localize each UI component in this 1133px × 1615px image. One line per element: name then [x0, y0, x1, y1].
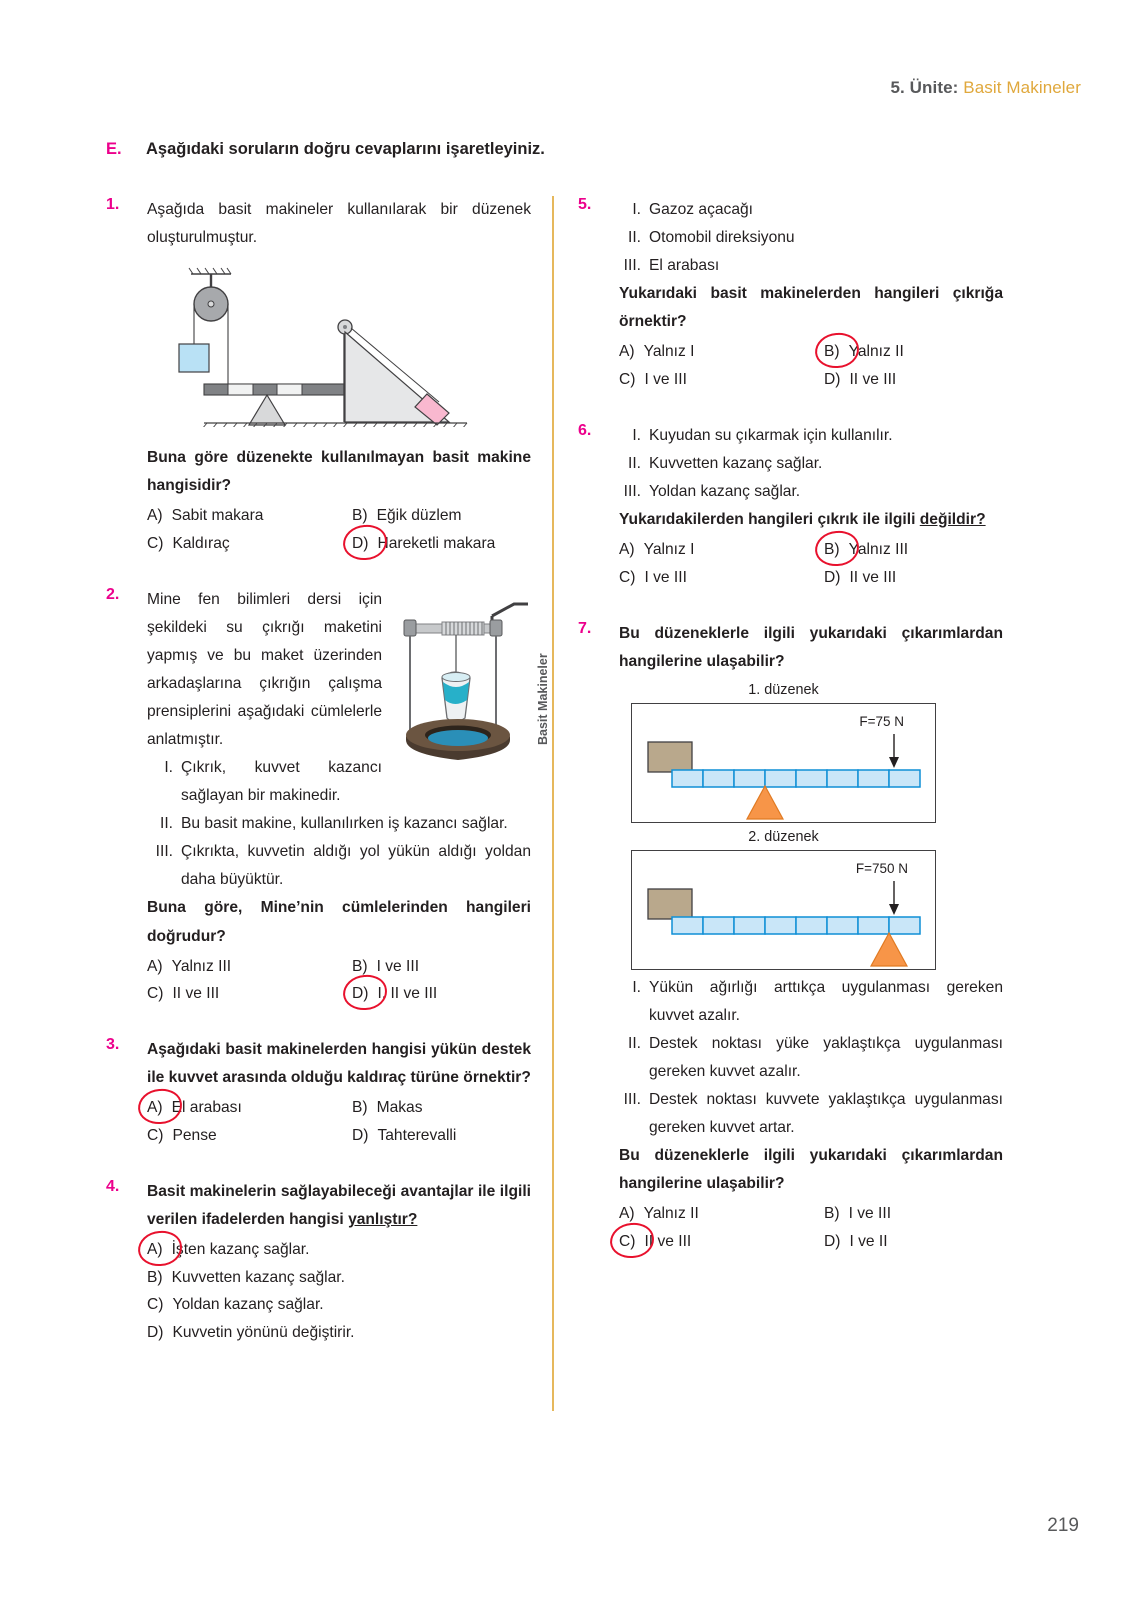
- option-d[interactable]: [352, 530, 531, 558]
- option-text: Kuvvetten kazanç sağlar.: [171, 1268, 345, 1286]
- option-b[interactable]: [352, 502, 531, 530]
- roman-text: Yükün ağırlığı arttıkça uygulanması gereken kuvvet azalır.: [649, 978, 1003, 1024]
- force-label: F=750 N: [855, 860, 908, 876]
- setup-caption: 2. düzenek: [748, 828, 819, 845]
- roman-number: II.: [628, 454, 641, 472]
- option-text: Yalnız I: [643, 541, 695, 559]
- option-d[interactable]: [824, 366, 1003, 394]
- option-text: Yalnız III: [171, 957, 232, 975]
- option-label: C): [619, 371, 636, 389]
- roman-number: III.: [623, 1090, 641, 1108]
- question-bold-stem: [619, 506, 1003, 534]
- roman-list: [619, 422, 1003, 506]
- stem-text: Yukarıdakilerden hangileri çıkrık ile ilgili: [619, 511, 920, 528]
- option-c[interactable]: [147, 530, 352, 558]
- options: [619, 1200, 1003, 1256]
- option-text: Yalnız II: [643, 1205, 699, 1223]
- lever-diagram-1: [632, 704, 935, 822]
- question-bold-stem: Aşağıdaki basit makinelerden hangisi yükün destek ile kuvvet arasında olduğu kaldıraç türüne örnektir?: [147, 1041, 531, 1087]
- option-d[interactable]: [824, 1228, 1003, 1256]
- option-c[interactable]: [619, 564, 824, 592]
- option-text: Yalnız I: [643, 343, 695, 361]
- windlass-illustration: [396, 588, 531, 773]
- setup-2: [631, 829, 1003, 970]
- roman-text: Çıkrık, kuvvet kazancı sağlayan bir makinedir.: [181, 759, 382, 805]
- option-text: Yoldan kazanç sağlar.: [172, 1296, 324, 1314]
- question-3: [106, 1036, 531, 1150]
- options: [619, 338, 1003, 394]
- option-d[interactable]: [824, 564, 1003, 592]
- setup-box: [631, 703, 936, 823]
- option-text: Sabit makara: [171, 507, 264, 525]
- option-text: I ve III: [644, 568, 687, 586]
- option-label: B): [352, 507, 368, 525]
- setup-1: [631, 682, 1003, 823]
- option-label: A): [147, 1094, 172, 1122]
- lever-diagram-2: [632, 851, 935, 969]
- question-bold-stem: Buna göre düzenekte kullanılmayan basit makine hangisidir?: [147, 449, 531, 495]
- roman-list: [147, 754, 531, 894]
- list-item: [147, 754, 382, 810]
- question-number: 2.: [106, 585, 120, 603]
- question-6: [578, 422, 1003, 592]
- option-label: C): [147, 535, 164, 552]
- option-label: A): [619, 343, 635, 361]
- question-bold-stem: [147, 1178, 531, 1234]
- windlass-svg: [396, 588, 531, 773]
- option-label: B): [824, 536, 849, 564]
- question-bold-stem: Bu düzeneklerle ilgili yukarıdaki çıkarımlardan hangilerine ulaşabilir?: [619, 624, 1003, 670]
- option-text: II ve III: [849, 568, 897, 586]
- option-text: Eğik düzlem: [376, 507, 462, 525]
- option-label: A): [147, 957, 163, 975]
- option-text: II ve III: [849, 371, 897, 389]
- force-label: F=75 N: [859, 713, 904, 729]
- list-item: [147, 838, 531, 894]
- unit-name: Basit Makineler: [963, 78, 1081, 97]
- option-c[interactable]: [147, 1291, 324, 1319]
- question-5: [578, 196, 1003, 394]
- option-b[interactable]: [147, 1264, 345, 1292]
- roman-number: II.: [628, 1034, 641, 1052]
- left-column: [106, 196, 531, 1367]
- option-a[interactable]: [147, 1094, 352, 1122]
- roman-text: Bu basit makine, kullanılırken iş kazancı sağlar.: [181, 815, 508, 833]
- option-c[interactable]: [147, 980, 352, 1008]
- roman-text: El arabası: [649, 257, 720, 275]
- question-bold-stem: Buna göre, Mine’nin cümlelerinden hangileri doğrudur?: [147, 899, 531, 945]
- list-item: [619, 478, 1003, 506]
- roman-number: III.: [623, 482, 641, 500]
- question-bold-stem: Yukarıdaki basit makinelerden hangileri çıkrığa örnektir?: [619, 285, 1003, 331]
- option-a[interactable]: [147, 953, 352, 981]
- section-letter: E.: [106, 140, 122, 158]
- option-text: Hareketli makara: [377, 535, 496, 552]
- list-item: [619, 1030, 1003, 1086]
- option-label: D): [352, 530, 377, 558]
- option-label: A): [619, 541, 635, 559]
- option-c[interactable]: [619, 1228, 824, 1256]
- roman-number: III.: [155, 843, 173, 861]
- option-b[interactable]: [352, 1094, 531, 1122]
- option-label: D): [352, 980, 377, 1008]
- option-a[interactable]: [619, 536, 824, 564]
- setup-box: [631, 850, 936, 970]
- option-b[interactable]: [824, 1200, 1003, 1228]
- question-number: 7.: [578, 619, 592, 637]
- option-c[interactable]: [619, 366, 824, 394]
- options: [147, 1236, 531, 1347]
- list-item: [619, 422, 1003, 450]
- roman-text: Çıkrıkta, kuvvetin aldığı yol yükün aldığı yoldan daha büyüktür.: [181, 843, 531, 889]
- option-label: C): [619, 1228, 644, 1256]
- option-label: C): [619, 568, 636, 586]
- question-1: [106, 196, 531, 558]
- option-text: Yalnız III: [848, 541, 909, 559]
- page-number: 219: [1047, 1515, 1079, 1536]
- question-number: 1.: [106, 196, 120, 213]
- option-text: I ve III: [848, 1205, 892, 1223]
- option-text: I ve II: [849, 1232, 888, 1250]
- option-text: Makas: [376, 1099, 423, 1117]
- roman-number: I.: [632, 201, 641, 218]
- page-header: [890, 78, 1081, 98]
- option-text: I, II ve III: [377, 985, 438, 1003]
- roman-text: Destek noktası yüke yaklaştıkça uygulanması gereken kuvvet azalır.: [649, 1034, 1003, 1080]
- option-text: El arabası: [171, 1099, 242, 1117]
- option-label: A): [147, 1236, 172, 1264]
- list-item: [619, 196, 1003, 224]
- option-label: B): [824, 338, 849, 366]
- section-title: Aşağıdaki soruların doğru cevaplarını işaretleyiniz.: [146, 140, 545, 158]
- option-label: B): [352, 1099, 368, 1117]
- options: [147, 953, 531, 1009]
- unit-label: 5. Ünite:: [890, 78, 959, 97]
- option-b[interactable]: [824, 536, 1003, 564]
- option-label: B): [147, 1268, 163, 1286]
- roman-text: Destek noktası kuvvete yaklaştıkça uygulanması gereken kuvvet artar.: [649, 1090, 1003, 1136]
- option-label: B): [352, 957, 368, 975]
- option-text: Kuvvetin yönünü değiştirir.: [172, 1324, 355, 1342]
- question-2: [106, 586, 531, 1008]
- option-text: İşten kazanç sağlar.: [171, 1240, 310, 1258]
- option-d[interactable]: [352, 1122, 531, 1150]
- option-text: I ve III: [644, 371, 687, 389]
- roman-text: Otomobil direksiyonu: [649, 229, 795, 247]
- question-number: 6.: [578, 421, 592, 439]
- roman-number: I.: [164, 759, 173, 777]
- simple-machines-diagram: [149, 262, 531, 432]
- list-item: [619, 450, 1003, 478]
- option-label: D): [824, 568, 841, 586]
- question-bold-stem: Bu düzeneklerle ilgili yukarıdaki çıkarımlardan hangilerine ulaşabilir?: [619, 1147, 1003, 1193]
- question-4: [106, 1178, 531, 1347]
- option-text: II ve III: [644, 1232, 692, 1250]
- stem-emphasis: değildir?: [919, 511, 986, 528]
- options: [147, 502, 531, 558]
- option-label: D): [824, 371, 841, 389]
- question-stem: Aşağıda basit makineler kullanılarak bir düzenek oluşturulmuştur.: [147, 201, 531, 247]
- roman-text: Gazoz açacağı: [649, 201, 754, 218]
- question-stem: Mine fen bilimleri dersi için şekildeki su çıkrığı maketini yapmış ve bu maket üzerinden arkadaşlarına çıkrığın çalışma prensiplerini aşağıdaki cümlelerle anlatmıştır.: [147, 590, 382, 749]
- machines-svg: [149, 262, 479, 427]
- option-label: C): [147, 985, 164, 1003]
- roman-number: II.: [628, 229, 641, 247]
- roman-number: I.: [632, 978, 641, 996]
- option-d[interactable]: [147, 1319, 355, 1347]
- list-item: [619, 974, 1003, 1030]
- option-label: C): [147, 1296, 164, 1314]
- roman-list: [619, 196, 1003, 280]
- setup-caption: 1. düzenek: [748, 681, 819, 698]
- option-c[interactable]: [147, 1122, 352, 1150]
- roman-number: I.: [632, 426, 641, 444]
- question-number: 3.: [106, 1036, 120, 1054]
- option-b[interactable]: [352, 953, 531, 981]
- option-a[interactable]: [147, 502, 352, 530]
- roman-text: Yoldan kazanç sağlar.: [649, 482, 801, 500]
- option-text: Tahterevalli: [377, 1126, 457, 1144]
- roman-text: Kuvvetten kazanç sağlar.: [649, 454, 823, 472]
- option-text: Yalnız II: [848, 343, 904, 361]
- option-text: I ve III: [376, 957, 420, 975]
- question-number: 4.: [106, 1177, 120, 1195]
- option-text: Pense: [172, 1126, 217, 1144]
- column-divider: [552, 196, 554, 1411]
- question-number: 5.: [578, 196, 592, 213]
- option-d[interactable]: [352, 980, 531, 1008]
- list-item: [147, 810, 531, 838]
- roman-text: Kuyudan su çıkarmak için kullanılır.: [649, 426, 893, 444]
- right-column: [578, 196, 1003, 1276]
- options: [147, 1094, 531, 1150]
- option-label: B): [824, 1205, 840, 1223]
- roman-list: [619, 974, 1003, 1142]
- roman-number: III.: [623, 257, 641, 275]
- option-label: C): [147, 1126, 164, 1144]
- roman-number: II.: [160, 815, 173, 833]
- option-label: D): [824, 1232, 841, 1250]
- option-a[interactable]: [619, 338, 824, 366]
- list-item: [619, 252, 1003, 280]
- option-b[interactable]: [824, 338, 1003, 366]
- option-text: Kaldıraç: [172, 535, 230, 552]
- question-7: [578, 620, 1003, 1256]
- side-tab-label: Basit Makineler: [536, 653, 550, 745]
- stem-text: Basit makinelerin sağlayabileceği avantajlar ile ilgili verilen ifadelerden hangisi: [147, 1182, 531, 1228]
- list-item: [619, 224, 1003, 252]
- option-label: A): [147, 507, 163, 525]
- option-a[interactable]: [619, 1200, 824, 1228]
- option-label: A): [619, 1205, 635, 1223]
- option-label: D): [352, 1126, 369, 1144]
- option-label: D): [147, 1324, 164, 1342]
- list-item: [619, 1086, 1003, 1142]
- option-text: II ve III: [172, 985, 220, 1003]
- options: [619, 536, 1003, 592]
- option-a[interactable]: [147, 1236, 309, 1264]
- stem-emphasis: yanlıştır?: [348, 1210, 418, 1228]
